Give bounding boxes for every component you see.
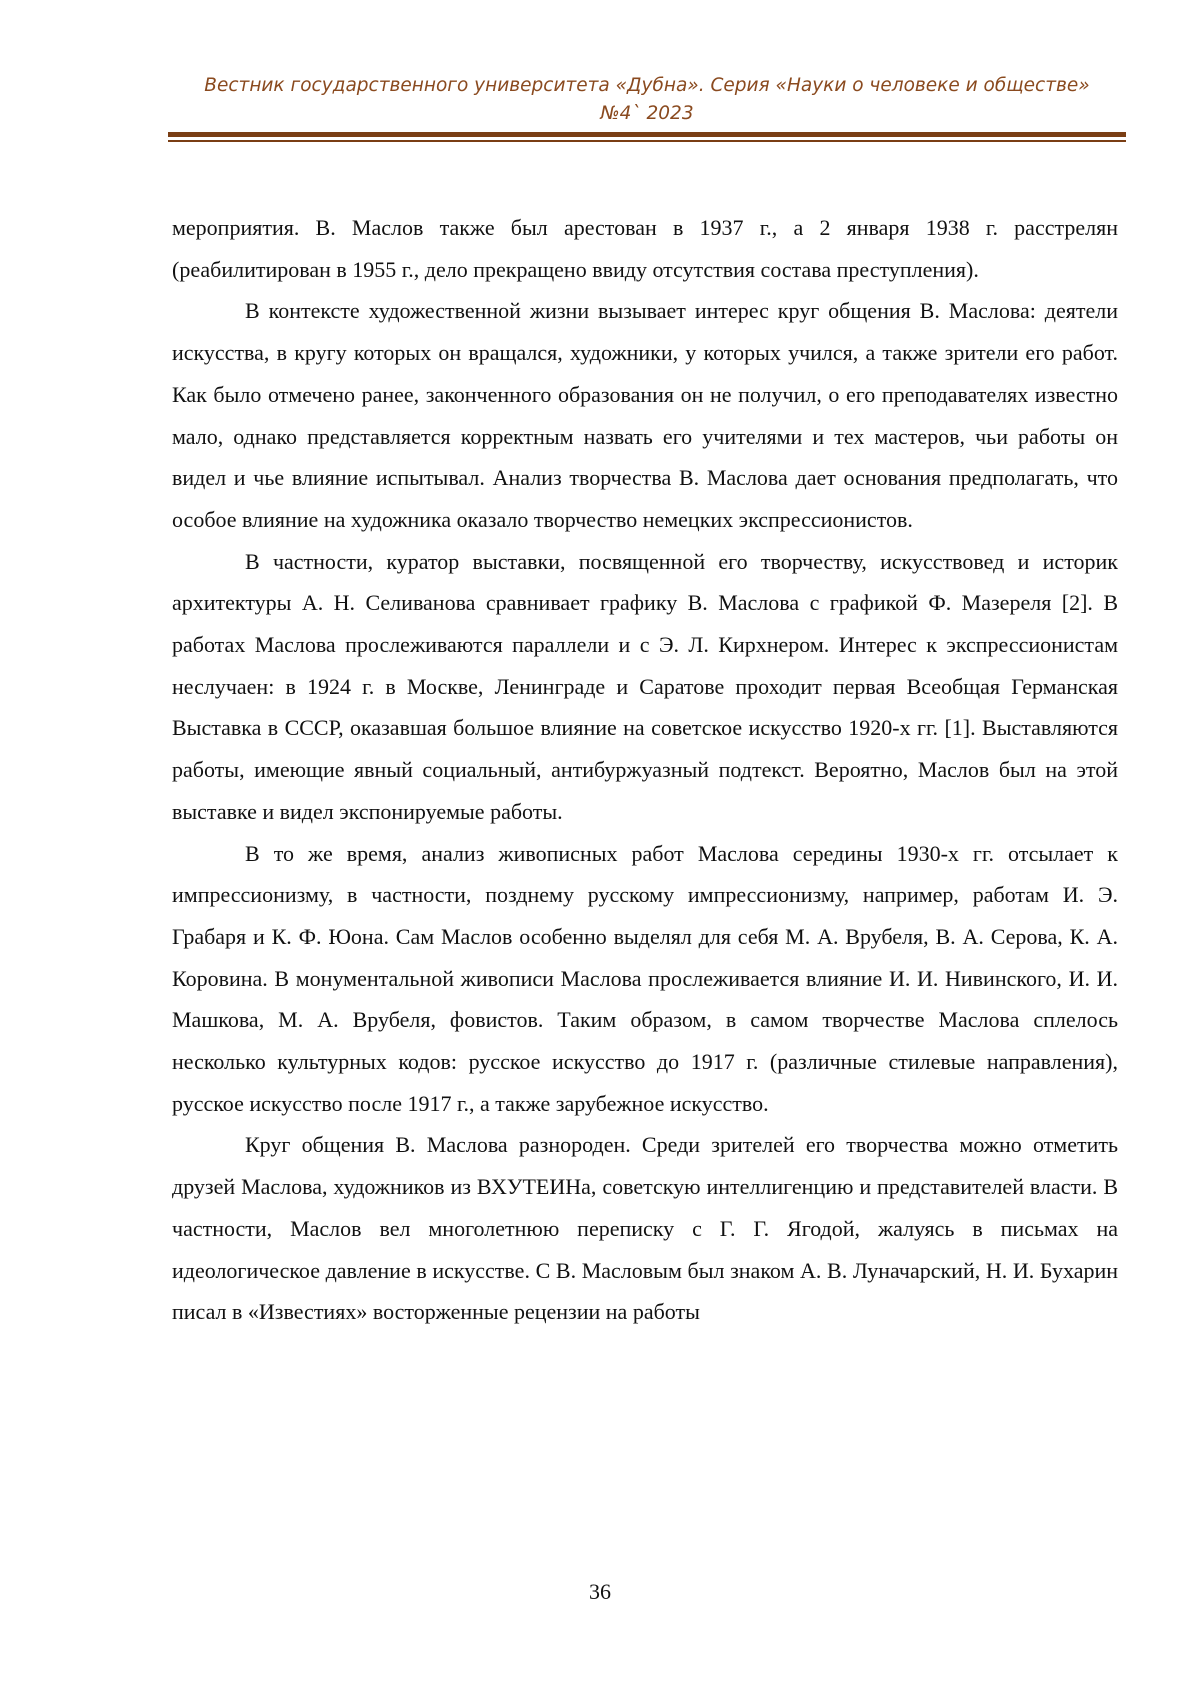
issue-number: №4` 2023 <box>168 100 1126 128</box>
journal-title: Вестник государственного университета «Дубна». Серия «Науки о человеке и обществе» <box>168 72 1126 100</box>
page-number: 36 <box>0 1577 1200 1607</box>
paragraph: В то же время, анализ живописных работ Маслова середины 1930-х гг. отсылает к импрессионизму, в частности, позднему русскому импрессионизму, например, работам И. Э. Грабаря и К. Ф. Юона. Сам Маслов особенно выделял для себя М. А. Врубеля, В. А. Серова, К. А. Коровина. В монументальной живописи Маслова прослеживается влияние И. И. Нивинского, И. И. Машкова, М. А. Врубеля, фовистов. Таким образом, в самом творчестве Маслова сплелось несколько культурных кодов: русское искусство до 1917 г. (различные стилевые направления), русское искусство после 1917 г., а также зарубежное искусство. <box>172 833 1118 1125</box>
running-header <box>168 72 1126 128</box>
paragraph-continuation: мероприятия. В. Маслов также был арестован в 1937 г., а 2 января 1938 г. расстрелян (реабилитирован в 1955 г., дело прекращено ввиду отсутствия состава преступления). <box>172 207 1118 290</box>
paragraph: В контексте художественной жизни вызывает интерес круг общения В. Маслова: деятели искусства, в кругу которых он вращался, художники, у которых учился, а также зрители его работ. Как было отмечено ранее, законченного образования он не получил, о его преподавателях известно мало, однако представляется корректным назвать его учителями и тех мастеров, чьи работы он видел и чье влияние испытывал. Анализ творчества В. Маслова дает основания предполагать, что особое влияние на художника оказало творчество немецких экспрессионистов. <box>172 290 1118 540</box>
header-rule-thick <box>168 132 1126 137</box>
header-rule-thin <box>168 140 1126 142</box>
article-body <box>172 207 1118 1333</box>
paragraph: Круг общения В. Маслова разнороден. Среди зрителей его творчества можно отметить друзей Маслова, художников из ВХУТЕИНа, советскую интеллигенцию и представителей власти. В частности, Маслов вел многолетнюю переписку с Г. Г. Ягодой, жалуясь в письмах на идеологическое давление в искусстве. С В. Масловым был знаком А. В. Луначарский, Н. И. Бухарин писал в «Известиях» восторженные рецензии на работы <box>172 1124 1118 1333</box>
paragraph: В частности, куратор выставки, посвященной его творчеству, искусствовед и историк архитектуры А. Н. Селиванова сравнивает графику В. Маслова с графикой Ф. Мазереля [2]. В работах Маслова прослеживаются параллели и с Э. Л. Кирхнером. Интерес к экспрессионистам неслучаен: в 1924 г. в Москве, Ленинграде и Саратове проходит первая Всеобщая Германская Выставка в СССР, оказавшая большое влияние на советское искусство 1920-х гг. [1]. Выставляются работы, имеющие явный социальный, антибуржуазный подтекст. Вероятно, Маслов был на этой выставке и видел экспонируемые работы. <box>172 541 1118 833</box>
